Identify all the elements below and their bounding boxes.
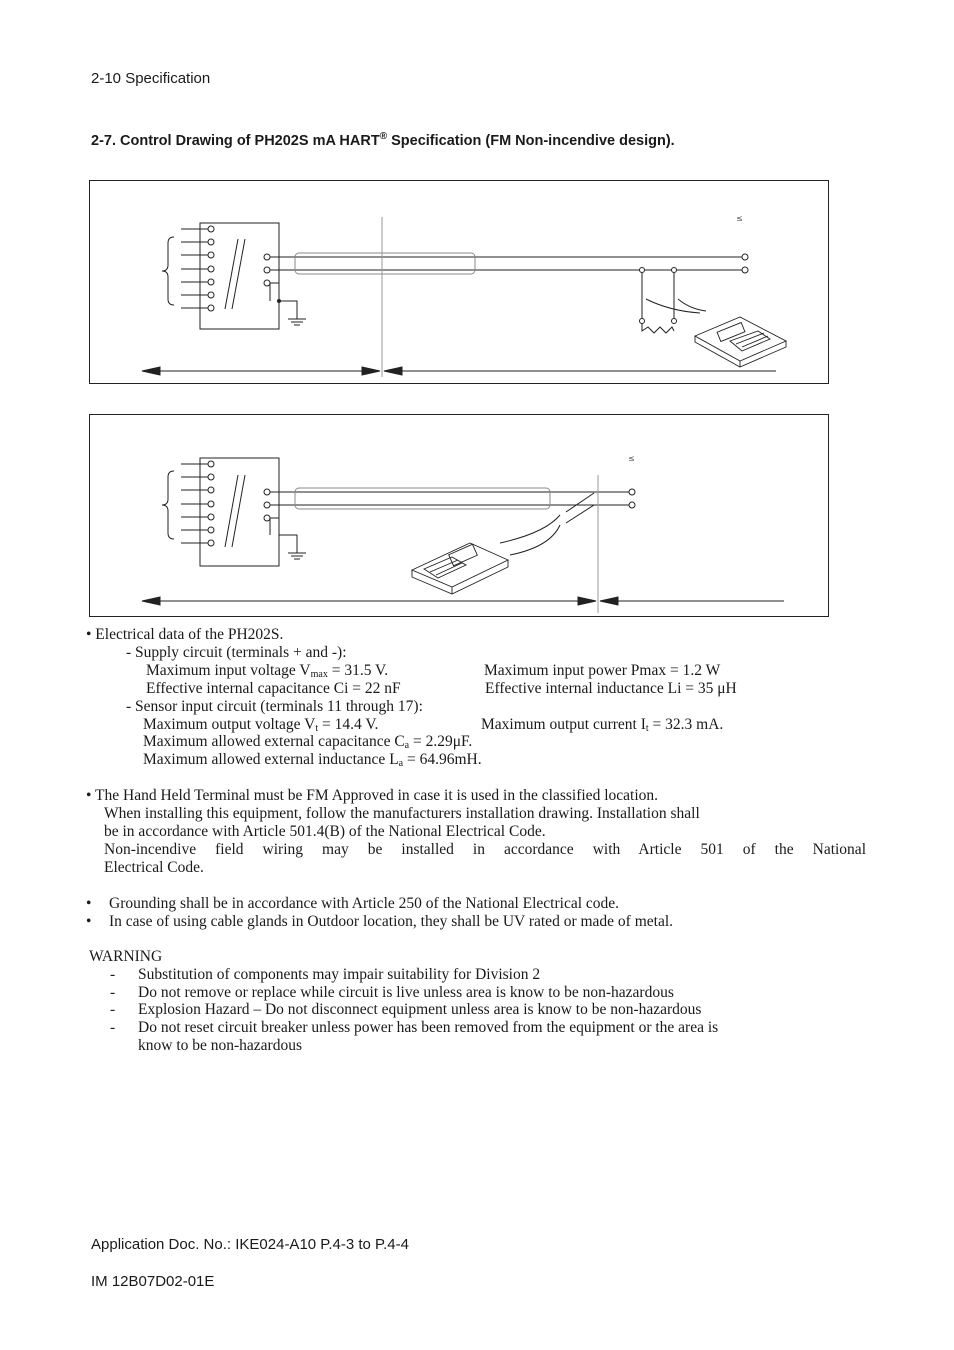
it-post: = 32.3 mA. — [648, 716, 724, 733]
ca-sub: a — [404, 740, 410, 751]
hatch-line-1 — [225, 239, 238, 309]
bullet-cable-glands: In case of using cable glands in Outdoor location, they shall be UV rated or made of metal. — [109, 913, 674, 930]
sensor-terminals — [181, 226, 214, 311]
section-title-suffix: Specification (FM Non-incendive design). — [387, 132, 675, 149]
warning-item: know to be non-hazardous — [138, 1037, 302, 1054]
footer-im-number: IM 12B07D02-01E — [91, 1273, 215, 1290]
terminal-minus — [264, 267, 270, 273]
hht-line-3: be in accordance with Article 501.4(B) of the National Electrical Code. — [104, 823, 546, 840]
la-pre: Maximum allowed external inductance L — [143, 751, 399, 768]
footer-application-doc: Application Doc. No.: IKE024-A10 P.4-3 to P.4-4 — [91, 1236, 409, 1253]
vt-pre: Maximum output voltage V — [143, 716, 316, 733]
pmax-line: Maximum input power Pmax = 1.2 W — [484, 662, 721, 679]
vmax-pre: Maximum input voltage V — [146, 662, 311, 679]
page-header: 2-10 Specification — [91, 70, 211, 87]
ci-line: Effective internal capacitance Ci = 22 nF — [146, 680, 401, 697]
sensor-terminals — [181, 461, 214, 546]
registered-mark: ® — [379, 131, 388, 142]
it-sub: t — [645, 723, 649, 734]
hht-line-4: Non-incendive field wiring may be installed in accordance with Article 501 of the National — [104, 841, 866, 858]
resistor — [642, 323, 674, 333]
le-symbol: ≤ — [736, 214, 743, 223]
handheld-terminal — [695, 317, 786, 367]
hht-line-5: Electrical Code. — [104, 859, 204, 876]
warning-dash: - — [110, 984, 116, 1001]
hatch-line-2 — [232, 239, 245, 309]
warning-item: Substitution of components may impair suitability for Division 2 — [138, 966, 541, 983]
la-post: = 64.96mH. — [403, 751, 482, 768]
warning-item: Do not remove or replace while circuit is live unless area is know to be non-hazardous — [138, 984, 674, 1001]
warning-dash: - — [110, 1001, 116, 1018]
la-line — [143, 751, 482, 773]
terminal-plus — [264, 254, 270, 260]
terminal-brace — [162, 471, 174, 539]
warning-title: WARNING — [89, 948, 163, 965]
warning-item: Explosion Hazard – Do not disconnect equipment unless area is know to be non-hazardous — [138, 1001, 702, 1018]
bullet-grounding: Grounding shall be in accordance with Article 250 of the National Electrical code. — [109, 895, 620, 912]
bullet-mark: • — [86, 913, 92, 930]
control-drawing-2-svg — [90, 415, 830, 618]
warning-dash: - — [110, 966, 116, 983]
terminal-brace — [162, 237, 174, 305]
le-symbol: ≤ — [628, 454, 635, 463]
hht-line-1: • The Hand Held Terminal must be FM Approved in case it is used in the classified location. — [86, 787, 658, 804]
supply-heading: - Supply circuit (terminals + and -): — [126, 644, 347, 661]
control-drawing-1-svg — [90, 181, 830, 385]
control-drawing-1 — [89, 180, 829, 384]
vt-post: = 14.4 V. — [318, 716, 379, 733]
vmax-post: = 31.5 V. — [327, 662, 389, 679]
cable-shield — [295, 253, 475, 274]
warning-item: Do not reset circuit breaker unless power has been removed from the equipment or the area is — [138, 1019, 719, 1036]
section-title — [91, 131, 675, 149]
bullet-mark: • — [86, 895, 92, 912]
it-line — [481, 716, 723, 738]
la-sub: a — [398, 758, 404, 769]
electrical-heading: • Electrical data of the PH202S. — [86, 626, 284, 643]
sensor-heading: - Sensor input circuit (terminals 11 through 17): — [126, 698, 423, 715]
li-line: Effective internal inductance Li = 35 μH — [485, 680, 737, 697]
terminal-ground — [264, 280, 270, 286]
vmax-sub: max — [310, 669, 328, 680]
it-pre: Maximum output current I — [481, 716, 646, 733]
vt-sub: t — [315, 723, 319, 734]
control-drawing-2 — [89, 414, 829, 617]
ca-post: = 2.29μF. — [409, 733, 473, 750]
section-title-prefix: 2-7. Control Drawing of PH202S mA HART — [91, 132, 380, 149]
hht-line-2: When installing this equipment, follow the manufacturers installation drawing. Installation shall — [104, 805, 700, 822]
warning-dash: - — [110, 1019, 116, 1036]
handheld-terminal — [412, 543, 508, 594]
ca-pre: Maximum allowed external capacitance C — [143, 733, 405, 750]
